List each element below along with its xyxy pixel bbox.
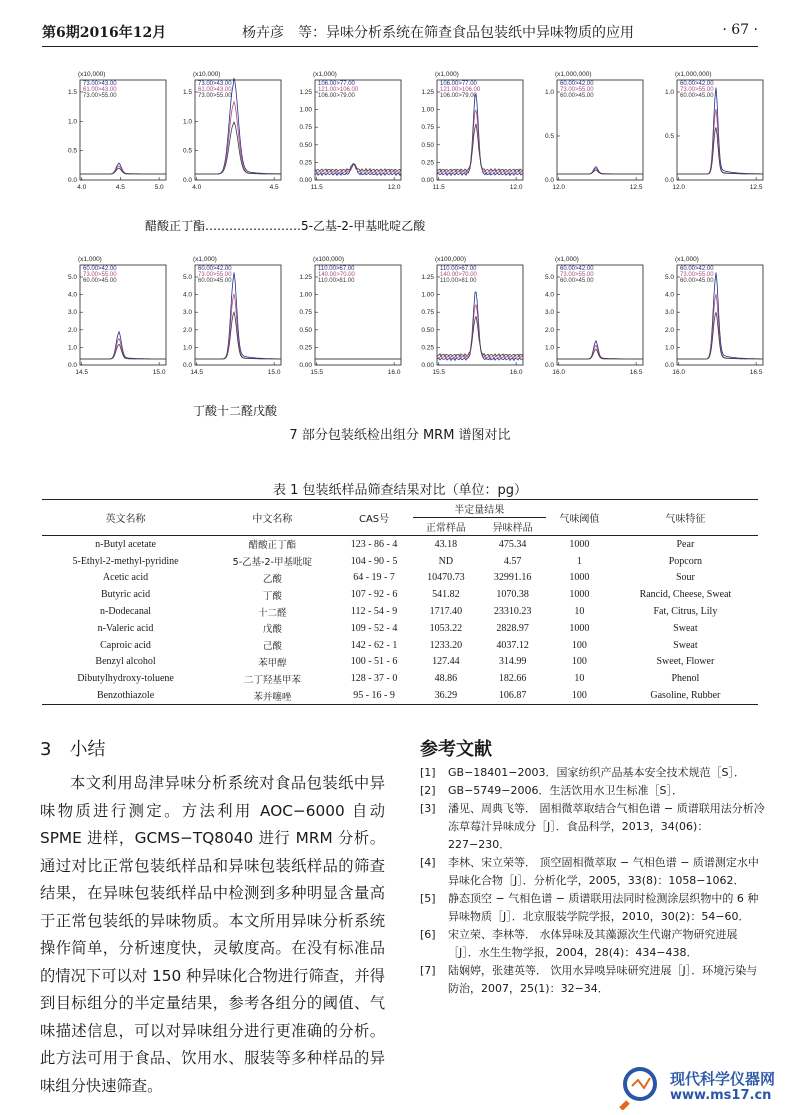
chromatogram-panel [299,71,401,191]
y-tick-label: 3.0 [182,309,192,317]
table-cell: Rancid, Cheese, Sweat [639,589,732,601]
table-row [42,637,758,654]
reference-text: GB−18401−2003．国家纺织产品基本安全技术规范［S］． [448,766,745,779]
x-tick-label: 4.5 [115,184,125,191]
col-cn-name: 中文名称 [252,514,293,525]
legend-entry: 106.00>77.00 [440,81,477,87]
y-tick-label: 0.0 [182,362,192,369]
table-cell: Phenol [671,673,700,685]
x-tick-label: 14.5 [75,369,89,376]
legend-entry: 60.00>45.00 [680,93,714,99]
y-tick-label: 3.0 [544,309,554,317]
section-title: 3 小结 [40,739,106,760]
table-cell: 1000 [569,538,590,550]
legend-entry: 140.00>70.00 [318,272,355,278]
table-cell: Sour [675,572,695,584]
legend-entry: 110.00>67.00 [318,266,355,272]
col-cas: CAS号 [358,514,390,525]
chromatogram-trace [557,349,643,359]
col-normal: 正常样品 [425,523,466,534]
table-cell: 104 - 90 - 5 [350,555,398,567]
scale-label: (x10,000) [193,71,221,78]
chromatogram-trace [195,272,281,359]
x-tick-label: 15.5 [432,369,446,376]
chromatogram-panel [421,71,523,191]
y-tick-label: 0.5 [544,133,554,140]
y-tick-label: 3.0 [67,309,77,317]
table-cell: 己酸 [262,641,282,653]
y-tick-label: 0.75 [421,124,434,132]
table-cell: 4.57 [503,555,522,567]
col-en-name: 英文名称 [105,514,146,525]
table-cell: 5-Ethyl-2-methyl-pyridine [72,555,179,567]
reference-text: 李林、宋立荣等． 顶空固相微萃取 − 气相色谱 − 质谱测定水中异味化合物［J］．分析化学，2005，33(8)：1058−1062． [448,856,759,887]
scale-label: (x1,000) [193,256,217,263]
y-tick-label: 1.0 [544,89,554,96]
table-cell: 123 - 86 - 4 [350,538,398,550]
x-tick-label: 15.0 [152,369,166,376]
table-cell: 142 - 62 - 1 [350,639,398,651]
chromatogram-trace [677,294,763,359]
reference-number: [5] [420,892,436,905]
y-tick-label: 0.75 [299,124,312,132]
scale-label: (x1,000) [435,71,459,78]
y-tick-label: 0.25 [421,344,434,352]
table-row [42,670,758,687]
y-tick-label: 4.0 [67,291,77,299]
scale-label: (x1,000) [555,256,579,263]
references-list [420,764,765,998]
y-tick-label: 2.0 [182,326,192,334]
scale-label: (x1,000) [78,256,102,263]
table-cell: Butyric acid [100,589,151,601]
table-cell: Benzothiazole [96,690,155,702]
table-cell: n-Valeric acid [97,622,154,634]
reference-number: [3] [420,802,436,815]
y-tick-label: 1.00 [299,106,312,114]
y-tick-label: 0.25 [299,344,312,352]
table-cell: 丁酸 [262,590,282,602]
chromatogram-trace [315,164,401,171]
chromatogram-panel [421,256,523,376]
legend-entry: 61.00>43.00 [198,87,232,93]
x-tick-label: 12.0 [672,184,686,191]
legend-entry: 60.00>42.00 [680,81,714,87]
table-cell: 109 - 52 - 4 [350,622,398,634]
legend-entry: 121.00>106.00 [318,87,359,93]
col-threshold: 气味阈值 [559,514,600,525]
table-cell: Sweet, Flower [656,656,715,668]
y-tick-label: 0.50 [299,141,312,149]
y-tick-label: 1.00 [421,106,434,114]
figure-row-label: 丁酸十二醛戊酸 [193,404,278,418]
table-cell: Popcorn [668,555,703,567]
legend-entry: 60.00>42.00 [198,266,232,272]
y-tick-label: 0.00 [421,177,434,184]
legend-entry: 73.00>55.00 [680,87,714,93]
table-cell: 95 - 16 - 9 [353,690,395,702]
y-tick-label: 5.0 [182,274,192,281]
legend-entry: 73.00>43.00 [198,81,232,87]
col-feature: 气味特征 [665,514,706,525]
y-tick-label: 0.00 [299,177,312,184]
x-tick-label: 12.0 [552,184,566,191]
y-tick-label: 3.0 [664,309,674,317]
legend-entry: 61.00>43.00 [83,87,117,93]
chromatogram-panel [665,71,763,191]
y-tick-label: 0.00 [299,362,312,369]
figure-row-label: 醋酸正丁酯……………………5-乙基-2-甲基吡啶乙酸 [145,219,426,233]
legend-entry: 73.00>55.00 [83,93,117,99]
table-cell: 128 - 37 - 0 [350,673,398,685]
table-cell: n-Dodecanal [99,606,152,618]
y-tick-label: 1.25 [299,274,312,281]
x-tick-label: 16.0 [387,369,401,376]
table-cell: Benzyl alcohol [95,656,156,668]
reference-number: [2] [420,784,436,797]
table-cell: 106.87 [498,690,527,702]
reference-item [420,800,765,854]
table-cell: 541.82 [432,589,460,601]
reference-item [420,764,765,782]
table-cell: 100 [571,656,587,668]
table-cell: 1000 [569,622,590,634]
legend-entry: 60.00>45.00 [560,278,594,284]
legend-entry: 110.00>67.00 [440,266,477,272]
x-tick-label: 16.5 [749,369,763,376]
y-tick-label: 0.50 [299,326,312,334]
reference-text: GB−5749−2006．生活饮用水卫生标准［S］． [448,784,683,797]
reference-text: 宋立荣、李林等． 水体异味及其藻源次生代谢产物研究进展［J］．水生生物学报，2004，28(4)：434−438． [448,928,738,959]
y-tick-label: 1.0 [182,118,192,126]
table-cell: 二丁羟基甲苯 [243,674,301,686]
page-number: · 67 · [722,22,758,38]
legend-entry: 73.00>55.00 [198,272,232,278]
y-tick-label: 1.25 [299,89,312,96]
table-cell: 1070.38 [496,589,529,601]
table-cell: Sweat [673,622,698,634]
y-tick-label: 1.0 [544,344,554,352]
table-cell: 100 [571,690,587,702]
y-tick-label: 5.0 [67,274,77,281]
scale-label: (x1,000,000) [555,71,592,78]
issue-label: 第6期2016年12月 [42,25,167,41]
chromatogram-trace [677,127,763,174]
table-cell: Pear [676,538,695,550]
table-cell: 1000 [569,572,590,584]
legend-entry: 73.00>55.00 [560,272,594,278]
y-tick-label: 1.0 [182,344,192,352]
section-body: 本文利用岛津异味分析系统对食品包装纸中异味物质进行测定。方法利用 AOC−6000 自动 SPME 进样，GCMS−TQ8040 进行 MRM 分析。通过对比正常包装纸样品和异味包装纸样品的筛查结果，在异味包装纸样品中检测到多种明显含量高于正常包装纸的异味物质。本文所用异味分析系统操作简单，分析速度快，灵敏度高。在没有标准品的情况下可以对 150 种异味化合物进行筛查，并得到目标组分的半定量结果，参考各组分的阈值、气味描述信息，可以对异味组分进行更准确的分析。此方法可用于食品、饮用水、服装等多种样品的异味组分快速筛查。 [40,774,385,1095]
reference-item [420,854,765,890]
reference-text: 潘见、周典飞等． 固相微萃取结合气相色谱 − 质谱联用法分析冷冻草莓汁异味成分［J］．食品科学，2013，34(06)：227−230． [448,802,765,851]
table-cell: 10 [574,673,585,685]
reference-item [420,926,765,962]
table-cell: 1233.20 [429,639,463,651]
y-tick-label: 1.0 [664,89,674,96]
y-tick-label: 1.5 [182,89,192,96]
table-row [42,586,758,603]
x-tick-label: 5.0 [154,184,164,191]
y-tick-label: 0.5 [664,133,674,140]
y-tick-label: 2.0 [664,326,674,334]
chromatogram-trace [437,292,523,360]
chromatogram-trace [437,305,523,358]
x-tick-label: 12.0 [509,184,523,191]
y-tick-label: 0.25 [299,159,312,167]
y-tick-label: 0.25 [421,159,434,167]
table-cell: ND [438,555,454,567]
watermark-name: 现代科学仪器网 [670,1070,776,1088]
table-row [42,536,758,553]
running-title: 杨卉彦 等：异味分析系统在筛查食品包装纸中异味物质的应用 [242,25,634,41]
legend-entry: 110.00>81.00 [440,278,477,284]
watermark-url: www.ms17.cn [670,1088,772,1103]
table-cell: n-Butyl acetate [95,538,156,550]
table-cell: 475.34 [498,538,527,550]
legend-entry: 73.00>43.00 [83,81,117,87]
table-cell: 32991.16 [493,572,532,584]
y-tick-label: 0.00 [421,362,434,369]
running-header [42,20,758,47]
table-cell: 23310.23 [493,606,532,618]
chromatogram-panel [68,256,166,376]
reference-number: [1] [420,766,436,779]
y-tick-label: 2.0 [67,326,77,334]
x-tick-label: 15.0 [267,369,281,376]
y-tick-label: 1.25 [421,274,434,281]
y-tick-label: 0.50 [421,141,434,149]
x-tick-label: 11.5 [310,184,323,191]
legend-entry: 60.00>42.00 [680,266,714,272]
chromatogram-panel [183,256,281,376]
table-cell: 10 [574,606,585,618]
table-cell: 2828.97 [496,622,529,634]
table-cell: Caproic acid [100,639,151,651]
y-tick-label: 0.0 [67,362,77,369]
y-tick-label: 1.0 [67,344,77,352]
figure-caption: 7 部分包装纸检出组分 MRM 谱图对比 [289,428,511,443]
chromatogram-trace [437,94,523,175]
table-cell: 314.99 [498,656,527,668]
chromatogram-trace [437,110,523,173]
table-title: 表 1 包装纸样品筛查结果对比（单位：pg） [272,483,528,498]
legend-entry: 60.00>42.00 [560,266,594,272]
table-cell: 64 - 19 - 7 [353,572,395,584]
reference-item [420,890,765,926]
legend-entry: 60.00>45.00 [198,278,232,284]
reference-number: [6] [420,928,436,941]
y-tick-label: 1.00 [421,291,434,299]
legend-entry: 73.00>55.00 [560,87,594,93]
y-tick-label: 2.0 [544,326,554,334]
watermark-logo [618,1064,788,1112]
table-cell: 4037.12 [496,639,529,651]
table-cell: Fat, Citrus, Lily [653,606,718,618]
table-cell: 1717.40 [429,606,463,618]
reference-number: [4] [420,856,436,869]
x-tick-label: 4.0 [192,184,202,191]
table-cell: 戊酸 [262,624,282,636]
table-cell: 乙酸 [262,573,282,585]
y-tick-label: 0.50 [421,326,434,334]
table-cell: 苯并噻唑 [253,691,292,703]
legend-entry: 140.00>70.00 [440,272,477,278]
table-row [42,687,758,704]
x-tick-label: 4.0 [77,184,87,191]
y-tick-label: 5.0 [544,274,554,281]
y-tick-label: 1.0 [664,344,674,352]
references-title: 参考文献 [420,739,492,760]
scale-label: (x1,000,000) [675,71,712,78]
table-cell: 182.66 [498,673,527,685]
y-tick-label: 0.0 [544,177,554,184]
table-cell: Sweat [673,639,698,651]
table-row [42,553,758,570]
table-cell: 十二醛 [258,607,287,619]
y-tick-label: 0.0 [182,177,192,184]
y-tick-label: 0.0 [664,362,674,369]
table-cell: 48.86 [434,673,458,685]
y-tick-label: 0.5 [182,147,192,155]
reference-text: 陆娴婷，张建英等． 饮用水异嗅异味研究进展［J］．环境污染与防治，2007，25(1)：32−34． [448,964,758,995]
table-cell: 苯甲醇 [258,657,287,669]
legend-entry: 106.00>79.00 [440,93,477,99]
legend-entry: 73.00>55.00 [680,272,714,278]
table-row [42,620,758,637]
table-row [42,603,758,620]
legend-entry: 60.00>45.00 [83,278,117,284]
x-tick-label: 15.5 [310,369,324,376]
table-cell: 112 - 54 - 9 [350,606,398,618]
table-cell: 1 [576,555,582,567]
table-cell: 107 - 92 - 6 [350,589,398,601]
chromatogram-panel [68,71,166,191]
table-cell: 100 - 51 - 6 [350,656,398,668]
magnifier-icon [618,1064,668,1110]
x-tick-label: 12.0 [387,184,401,191]
table-cell: 127.44 [432,656,460,668]
y-tick-label: 0.0 [67,177,77,184]
legend-entry: 60.00>45.00 [680,278,714,284]
chromatogram-trace [437,316,523,356]
table-cell: 5-乙基-2-甲基吡啶 [232,557,313,569]
results-table [42,499,758,705]
table-cell: 醋酸正丁酯 [248,540,297,552]
x-tick-label: 11.5 [432,184,445,191]
chromatogram-trace [437,124,523,172]
legend-entry: 121.00>106.00 [440,87,481,93]
x-tick-label: 4.5 [269,184,279,191]
y-tick-label: 4.0 [182,291,192,299]
reference-item [420,962,765,998]
x-tick-label: 16.0 [509,369,523,376]
table-cell: 10470.73 [427,572,465,584]
reference-text: 静态顶空 − 气相色谱 − 质谱联用法同时检测涂层织物中的 6 种异味物质［J］．北京服装学院学报，2010，30(2)：54−60． [448,892,759,923]
col-odor: 异味样品 [492,523,533,534]
table-cell: 36.29 [434,690,458,702]
scale-label: (x100,000) [435,256,467,263]
table-cell: Gasoline, Rubber [650,690,721,702]
legend-entry: 73.00>55.00 [83,272,117,278]
chromatogram-panel [183,71,281,191]
legend-entry: 106.00>77.00 [318,81,355,87]
y-tick-label: 1.5 [67,89,77,96]
mrm-chromatogram-figure [0,60,800,480]
table-cell: Dibutylhydroxy-toluene [77,673,174,685]
x-tick-label: 14.5 [190,369,204,376]
y-tick-label: 0.75 [299,309,312,317]
x-tick-label: 16.0 [552,369,566,376]
table-cell: 1053.22 [429,622,463,634]
y-tick-label: 1.0 [67,118,77,126]
legend-entry: 73.00>55.00 [198,93,232,99]
y-tick-label: 0.5 [67,147,77,155]
legend-entry: 110.00>81.00 [318,278,355,284]
legend-entry: 60.00>42.00 [83,266,117,272]
reference-number: [7] [420,964,436,977]
y-tick-label: 0.0 [664,177,674,184]
y-tick-label: 0.75 [421,309,434,317]
x-tick-label: 16.5 [629,369,643,376]
table-row [42,654,758,671]
scale-label: (x10,000) [78,71,106,78]
scale-label: (x100,000) [313,256,345,263]
y-tick-label: 1.25 [421,89,434,96]
legend-entry: 60.00>45.00 [560,93,594,99]
table-cell: 1000 [569,589,590,601]
table-cell: 43.18 [434,538,458,550]
chromatogram-panel [665,256,763,376]
y-tick-label: 5.0 [664,274,674,281]
y-tick-label: 4.0 [544,291,554,299]
y-tick-label: 4.0 [664,291,674,299]
scale-label: (x1,000) [313,71,337,78]
x-tick-label: 16.0 [672,369,686,376]
chromatogram-panel [545,256,643,376]
y-tick-label: 0.0 [544,362,554,369]
scale-label: (x1,000) [675,256,699,263]
col-semi-quant: 半定量结果 [413,500,547,518]
table-row [42,570,758,587]
legend-entry: 60.00>42.00 [560,81,594,87]
chromatogram-panel [545,71,643,191]
legend-entry: 106.00>79.00 [318,93,355,99]
x-tick-label: 12.5 [749,184,763,191]
y-tick-label: 1.00 [299,291,312,299]
table-cell: Acetic acid [102,572,149,584]
table-cell: 100 [571,639,587,651]
chromatogram-panel [299,256,401,376]
reference-item [420,782,765,800]
x-tick-label: 12.5 [629,184,643,191]
